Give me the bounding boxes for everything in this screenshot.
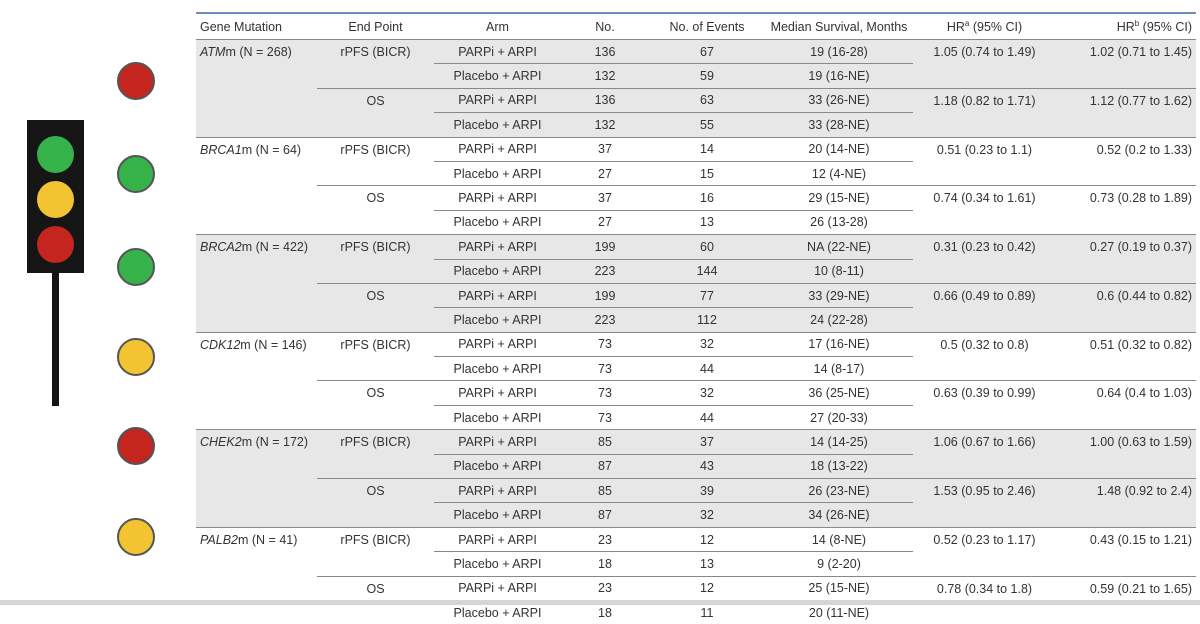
no-cell: 23: [561, 576, 649, 600]
end-point-cell: [317, 405, 434, 429]
events-cell: 12: [649, 527, 765, 551]
no-cell: 37: [561, 186, 649, 210]
gene-name: CDK12: [200, 338, 240, 352]
hr-b-cell: 0.27 (0.19 to 0.37): [1056, 235, 1196, 259]
table-row: [196, 113, 1196, 137]
end-point-cell: [317, 308, 434, 332]
gene-mutation-cell: [196, 40, 317, 64]
no-cell: 87: [561, 503, 649, 527]
gene-mutation-cell: [196, 430, 317, 454]
end-point-cell: rPFS (BICR): [317, 430, 434, 454]
hr-a-cell: 1.06 (0.67 to 1.66): [913, 430, 1056, 454]
table-row: [196, 357, 1196, 381]
gene-name: BRCA2: [200, 240, 242, 254]
hr-a-cell: 1.53 (0.95 to 2.46): [913, 479, 1056, 503]
median-survival-cell: 24 (22-28): [765, 308, 913, 332]
gene-name: BRCA1: [200, 143, 242, 157]
hr-a-cell: 0.52 (0.23 to 1.17): [913, 527, 1056, 551]
hr-b-cell: [1056, 259, 1196, 283]
end-point-cell: [317, 454, 434, 478]
end-point-cell: rPFS (BICR): [317, 40, 434, 64]
no-cell: 87: [561, 454, 649, 478]
median-survival-cell: 34 (26-NE): [765, 503, 913, 527]
events-cell: 32: [649, 381, 765, 405]
gene-mutation-cell: [196, 332, 317, 356]
hr-b-cell: 1.00 (0.63 to 1.59): [1056, 430, 1196, 454]
end-point-cell: [317, 503, 434, 527]
arm-cell: Placebo + ARPI: [434, 259, 561, 283]
header-hr-a: [913, 14, 1056, 40]
header-end-point: End Point: [317, 14, 434, 40]
gene-mutation-cell: [196, 527, 317, 551]
header-arm: Arm: [434, 14, 561, 40]
table-row: [196, 527, 1196, 551]
median-survival-cell: 25 (15-NE): [765, 576, 913, 600]
arm-cell: PARPi + ARPI: [434, 283, 561, 307]
median-survival-cell: 36 (25-NE): [765, 381, 913, 405]
events-cell: 15: [649, 161, 765, 185]
arm-cell: PARPi + ARPI: [434, 527, 561, 551]
hr-a-cell: 1.18 (0.82 to 1.71): [913, 88, 1056, 112]
events-cell: 37: [649, 430, 765, 454]
arm-cell: PARPi + ARPI: [434, 576, 561, 600]
no-cell: 27: [561, 161, 649, 185]
events-cell: 77: [649, 283, 765, 307]
gene-n-label: m (N = 64): [242, 143, 301, 157]
table-row: [196, 405, 1196, 429]
hr-a-cell: 0.63 (0.39 to 0.99): [913, 381, 1056, 405]
hr-b-label: HR: [1117, 20, 1135, 34]
no-cell: 85: [561, 479, 649, 503]
hr-b-cell: 0.64 (0.4 to 1.03): [1056, 381, 1196, 405]
hr-b-cell: [1056, 503, 1196, 527]
hr-b-cell: 0.73 (0.28 to 1.89): [1056, 186, 1196, 210]
header-no-of-events: No. of Events: [649, 14, 765, 40]
end-point-cell: [317, 210, 434, 234]
end-point-cell: rPFS (BICR): [317, 137, 434, 161]
hr-b-sup: b: [1135, 19, 1139, 28]
hr-a-cell: 0.51 (0.23 to 1.1): [913, 137, 1056, 161]
status-dot: [117, 248, 155, 286]
no-cell: 132: [561, 113, 649, 137]
hr-a-cell: [913, 64, 1056, 88]
gene-n-label: m (N = 268): [225, 45, 291, 59]
header-median-survival: Median Survival, Months: [765, 14, 913, 40]
no-cell: 136: [561, 88, 649, 112]
no-cell: 136: [561, 40, 649, 64]
arm-cell: Placebo + ARPI: [434, 64, 561, 88]
events-cell: 13: [649, 552, 765, 576]
hr-a-cell: 0.31 (0.23 to 0.42): [913, 235, 1056, 259]
gene-mutation-cell: [196, 357, 317, 381]
no-cell: 199: [561, 283, 649, 307]
arm-cell: PARPi + ARPI: [434, 430, 561, 454]
hr-b-cell: [1056, 454, 1196, 478]
events-cell: 32: [649, 332, 765, 356]
hr-a-cell: 0.5 (0.32 to 0.8): [913, 332, 1056, 356]
traffic-light-yellow-lamp: [37, 181, 74, 218]
median-survival-cell: 14 (14-25): [765, 430, 913, 454]
gene-mutation-cell: [196, 113, 317, 137]
end-point-cell: [317, 161, 434, 185]
median-survival-cell: 18 (13-22): [765, 454, 913, 478]
events-cell: 14: [649, 137, 765, 161]
no-cell: 73: [561, 332, 649, 356]
traffic-light-red-lamp: [37, 226, 74, 263]
hr-a-cell: [913, 454, 1056, 478]
arm-cell: Placebo + ARPI: [434, 600, 561, 624]
gene-n-label: m (N = 422): [242, 240, 308, 254]
arm-cell: Placebo + ARPI: [434, 161, 561, 185]
hr-b-cell: [1056, 113, 1196, 137]
hr-a-cell: 1.05 (0.74 to 1.49): [913, 40, 1056, 64]
no-cell: 85: [561, 430, 649, 454]
gene-mutation-cell: [196, 576, 317, 600]
end-point-cell: OS: [317, 479, 434, 503]
table-row: [196, 430, 1196, 454]
table-row: [196, 137, 1196, 161]
end-point-cell: [317, 113, 434, 137]
status-dot: [117, 62, 155, 100]
events-cell: 12: [649, 576, 765, 600]
median-survival-cell: 14 (8-NE): [765, 527, 913, 551]
median-survival-cell: 19 (16-NE): [765, 64, 913, 88]
events-cell: 11: [649, 600, 765, 624]
hr-b-cell: 0.51 (0.32 to 0.82): [1056, 332, 1196, 356]
events-cell: 32: [649, 503, 765, 527]
gene-mutation-cell: [196, 64, 317, 88]
arm-cell: Placebo + ARPI: [434, 113, 561, 137]
end-point-cell: OS: [317, 283, 434, 307]
status-dot: [117, 155, 155, 193]
arm-cell: Placebo + ARPI: [434, 210, 561, 234]
hr-b-cell: 0.6 (0.44 to 0.82): [1056, 283, 1196, 307]
events-cell: 63: [649, 88, 765, 112]
events-cell: 144: [649, 259, 765, 283]
bottom-divider: [0, 600, 1200, 605]
hr-b-cell: 0.59 (0.21 to 1.65): [1056, 576, 1196, 600]
events-cell: 112: [649, 308, 765, 332]
events-cell: 59: [649, 64, 765, 88]
hr-a-cell: [913, 357, 1056, 381]
table-row: [196, 503, 1196, 527]
gene-name: PALB2: [200, 533, 238, 547]
status-dot: [117, 427, 155, 465]
median-survival-cell: 20 (14-NE): [765, 137, 913, 161]
no-cell: 27: [561, 210, 649, 234]
events-cell: 67: [649, 40, 765, 64]
events-cell: 55: [649, 113, 765, 137]
median-survival-cell: 26 (23-NE): [765, 479, 913, 503]
table-header-row: [196, 14, 1196, 40]
table-row: [196, 308, 1196, 332]
end-point-cell: [317, 259, 434, 283]
header-gene-mutation: Gene Mutation: [196, 14, 317, 40]
hr-a-cell: [913, 259, 1056, 283]
no-cell: 18: [561, 552, 649, 576]
gene-name: CHEK2: [200, 435, 242, 449]
median-survival-cell: 9 (2-20): [765, 552, 913, 576]
hr-b-cell: 1.12 (0.77 to 1.62): [1056, 88, 1196, 112]
median-survival-cell: 33 (28-NE): [765, 113, 913, 137]
hr-a-cell: [913, 161, 1056, 185]
hr-a-label: HR: [947, 20, 965, 34]
gene-mutation-cell: [196, 283, 317, 307]
gene-mutation-cell: [196, 479, 317, 503]
arm-cell: Placebo + ARPI: [434, 454, 561, 478]
status-dot: [117, 338, 155, 376]
hr-b-cell: [1056, 308, 1196, 332]
arm-cell: Placebo + ARPI: [434, 405, 561, 429]
gene-mutation-cell: [196, 405, 317, 429]
arm-cell: PARPi + ARPI: [434, 235, 561, 259]
end-point-cell: [317, 357, 434, 381]
events-cell: 16: [649, 186, 765, 210]
table-row: [196, 235, 1196, 259]
hr-b-cell: 1.48 (0.92 to 2.4): [1056, 479, 1196, 503]
events-cell: 44: [649, 405, 765, 429]
hr-a-cell: 0.78 (0.34 to 1.8): [913, 576, 1056, 600]
end-point-cell: OS: [317, 186, 434, 210]
table-row: [196, 40, 1196, 64]
no-cell: 73: [561, 405, 649, 429]
hr-a-sup: a: [965, 19, 969, 28]
arm-cell: PARPi + ARPI: [434, 332, 561, 356]
traffic-light: [27, 120, 84, 273]
hr-b-cell: [1056, 64, 1196, 88]
hr-b-ci: (95% CI): [1139, 20, 1192, 34]
hr-b-cell: 0.52 (0.2 to 1.33): [1056, 137, 1196, 161]
table-row: [196, 454, 1196, 478]
median-survival-cell: 17 (16-NE): [765, 332, 913, 356]
table-row: [196, 479, 1196, 503]
hr-b-cell: [1056, 357, 1196, 381]
table-body: [196, 40, 1196, 624]
no-cell: 73: [561, 381, 649, 405]
header-no: No.: [561, 14, 649, 40]
traffic-light-pole: [52, 273, 59, 406]
gene-mutation-cell: [196, 235, 317, 259]
median-survival-cell: 29 (15-NE): [765, 186, 913, 210]
gene-mutation-cell: [196, 503, 317, 527]
no-cell: 73: [561, 357, 649, 381]
table-row: [196, 210, 1196, 234]
arm-cell: Placebo + ARPI: [434, 503, 561, 527]
median-survival-cell: 33 (29-NE): [765, 283, 913, 307]
no-cell: 132: [561, 64, 649, 88]
table-row: [196, 88, 1196, 112]
table-row: [196, 64, 1196, 88]
hr-a-cell: [913, 308, 1056, 332]
hr-a-cell: 0.74 (0.34 to 1.61): [913, 186, 1056, 210]
table-row: [196, 576, 1196, 600]
header-hr-b: [1056, 14, 1196, 40]
hr-a-cell: [913, 113, 1056, 137]
gene-mutation-cell: [196, 137, 317, 161]
hr-a-cell: [913, 552, 1056, 576]
hr-b-cell: [1056, 210, 1196, 234]
arm-cell: PARPi + ARPI: [434, 186, 561, 210]
end-point-cell: rPFS (BICR): [317, 235, 434, 259]
gene-mutation-cell: [196, 161, 317, 185]
no-cell: 223: [561, 308, 649, 332]
gene-mutation-cell: [196, 308, 317, 332]
hr-a-cell: 0.66 (0.49 to 0.89): [913, 283, 1056, 307]
gene-mutation-cell: [196, 186, 317, 210]
results-table-container: [196, 12, 1196, 624]
status-dot: [117, 518, 155, 556]
events-cell: 39: [649, 479, 765, 503]
gene-name: ATM: [200, 45, 225, 59]
arm-cell: PARPi + ARPI: [434, 88, 561, 112]
hr-a-cell: [913, 210, 1056, 234]
median-survival-cell: 33 (26-NE): [765, 88, 913, 112]
end-point-cell: [317, 64, 434, 88]
end-point-cell: OS: [317, 576, 434, 600]
median-survival-cell: 14 (8-17): [765, 357, 913, 381]
median-survival-cell: 27 (20-33): [765, 405, 913, 429]
hr-b-cell: 1.02 (0.71 to 1.45): [1056, 40, 1196, 64]
hr-a-cell: [913, 503, 1056, 527]
end-point-cell: rPFS (BICR): [317, 527, 434, 551]
hr-a-ci: (95% CI): [969, 20, 1022, 34]
median-survival-cell: 12 (4-NE): [765, 161, 913, 185]
arm-cell: PARPi + ARPI: [434, 479, 561, 503]
no-cell: 199: [561, 235, 649, 259]
hr-b-cell: 0.43 (0.15 to 1.21): [1056, 527, 1196, 551]
end-point-cell: [317, 552, 434, 576]
median-survival-cell: 26 (13-28): [765, 210, 913, 234]
arm-cell: Placebo + ARPI: [434, 308, 561, 332]
median-survival-cell: 19 (16-28): [765, 40, 913, 64]
table-row: [196, 259, 1196, 283]
gene-mutation-cell: [196, 88, 317, 112]
arm-cell: PARPi + ARPI: [434, 40, 561, 64]
table-row: [196, 186, 1196, 210]
events-cell: 43: [649, 454, 765, 478]
hr-b-cell: [1056, 161, 1196, 185]
gene-n-label: m (N = 146): [240, 338, 306, 352]
gene-mutation-cell: [196, 210, 317, 234]
table-row: [196, 161, 1196, 185]
gene-mutation-cell: [196, 552, 317, 576]
events-cell: 44: [649, 357, 765, 381]
end-point-cell: OS: [317, 381, 434, 405]
table-row: [196, 552, 1196, 576]
median-survival-cell: NA (22-NE): [765, 235, 913, 259]
no-cell: 23: [561, 527, 649, 551]
no-cell: 18: [561, 600, 649, 624]
arm-cell: Placebo + ARPI: [434, 552, 561, 576]
gene-mutation-cell: [196, 454, 317, 478]
arm-cell: PARPi + ARPI: [434, 381, 561, 405]
events-cell: 60: [649, 235, 765, 259]
traffic-light-green-lamp: [37, 136, 74, 173]
gene-mutation-cell: [196, 381, 317, 405]
gene-n-label: m (N = 41): [238, 533, 297, 547]
end-point-cell: rPFS (BICR): [317, 332, 434, 356]
events-cell: 13: [649, 210, 765, 234]
results-table: [196, 14, 1196, 624]
no-cell: 223: [561, 259, 649, 283]
no-cell: 37: [561, 137, 649, 161]
gene-n-label: m (N = 172): [242, 435, 308, 449]
hr-b-cell: [1056, 405, 1196, 429]
arm-cell: Placebo + ARPI: [434, 357, 561, 381]
hr-a-cell: [913, 405, 1056, 429]
median-survival-cell: 10 (8-11): [765, 259, 913, 283]
median-survival-cell: 20 (11-NE): [765, 600, 913, 624]
table-row: [196, 381, 1196, 405]
table-row: [196, 332, 1196, 356]
arm-cell: PARPi + ARPI: [434, 137, 561, 161]
gene-mutation-cell: [196, 259, 317, 283]
end-point-cell: OS: [317, 88, 434, 112]
table-row: [196, 283, 1196, 307]
hr-b-cell: [1056, 552, 1196, 576]
